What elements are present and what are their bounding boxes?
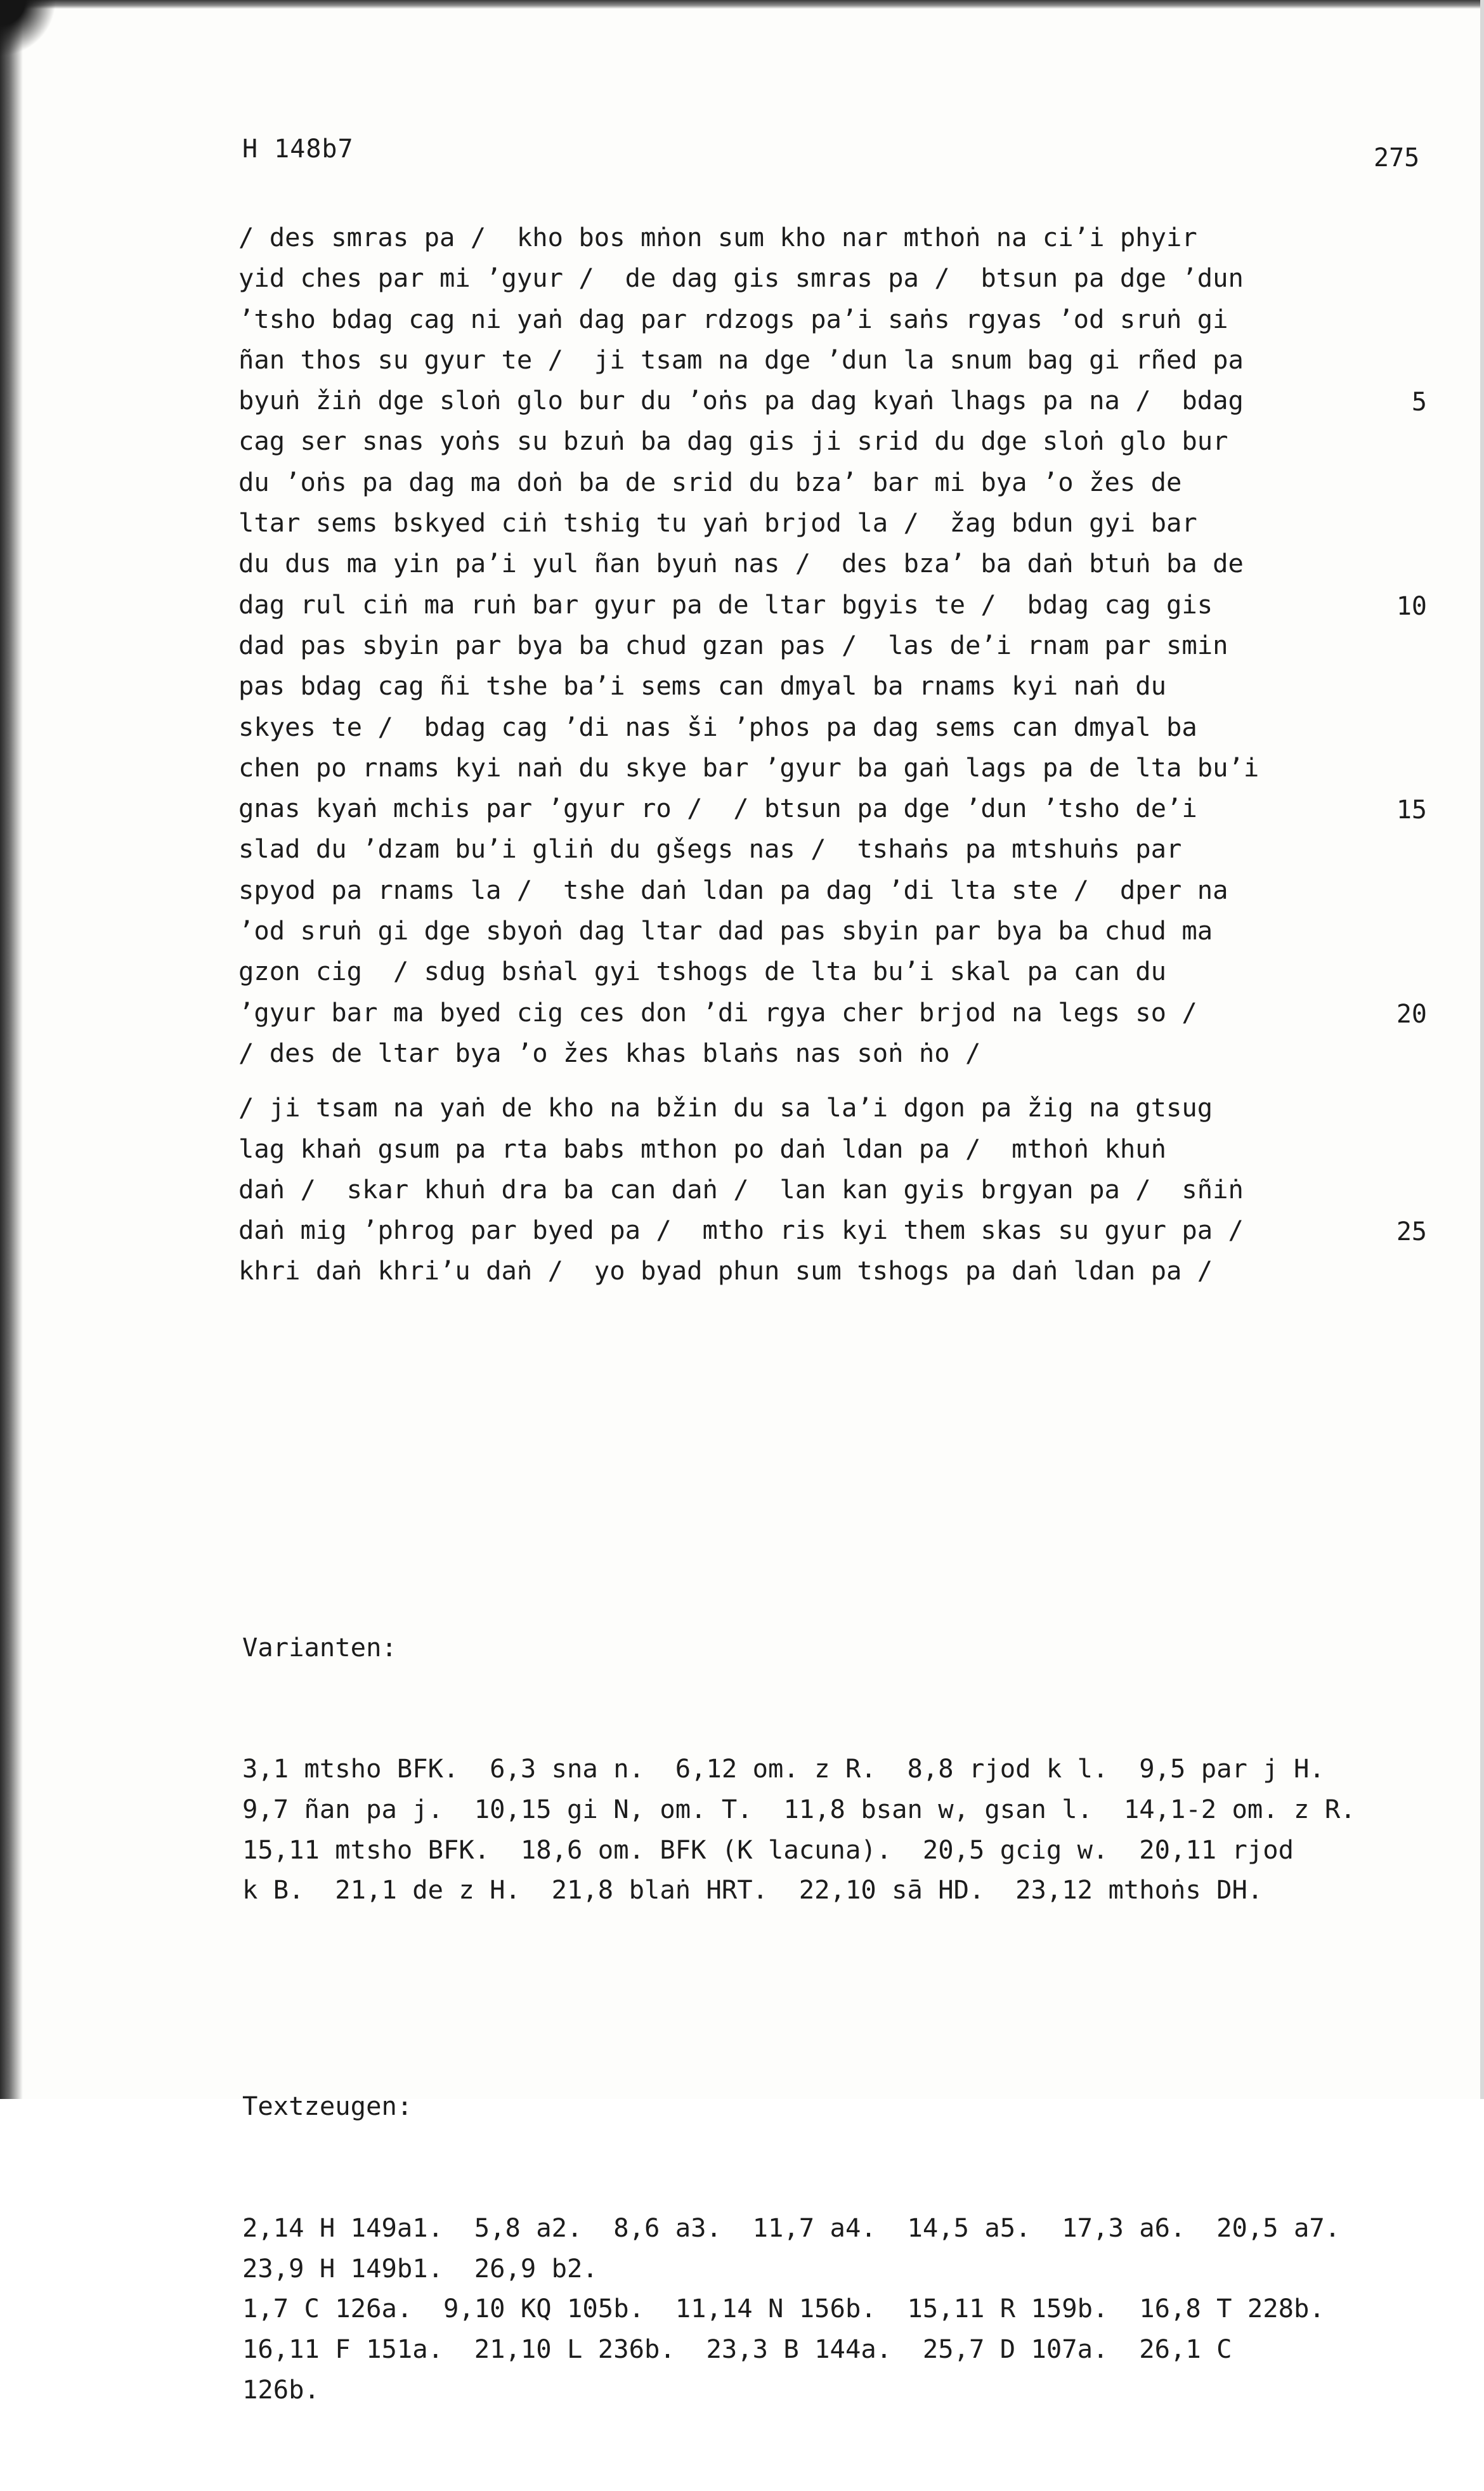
text-line: gnas kyaṅ mchis par ’gyur ro / / btsun pa dge ’dun ’tsho de’i: [238, 793, 1197, 824]
line-number: 15: [1396, 795, 1427, 825]
text-line: cag ser snas yoṅs su bzuṅ ba dag gis ji srid du dge sloṅ glo bur: [238, 426, 1228, 457]
critical-apparatus: [242, 1546, 1447, 2491]
running-head: H 148b7: [242, 134, 354, 164]
textzeugen-line: 126b.: [242, 2374, 320, 2405]
line-number: 20: [1396, 999, 1427, 1029]
scan-left-edge: [0, 0, 23, 2099]
textzeugen-line: 16,11 F 151a. 21,10 L 236b. 23,3 B 144a. 25,7 D 107a. 26,1 C: [242, 2334, 1232, 2365]
line-number: 10: [1396, 591, 1427, 621]
text-line: khri daṅ khri’u daṅ / yo byad phun sum tshogs pa daṅ ldan pa /: [238, 1255, 1213, 1286]
text-line: ’od sruṅ gi dge sbyoṅ dag ltar dad pas sbyin par bya ba chud ma: [238, 915, 1213, 946]
main-text: [238, 217, 1380, 1291]
text-line: skyes te / bdag cag ’di nas ši ’phos pa dag sems can dmyal ba: [238, 711, 1197, 742]
text-line: byuṅ žiṅ dge sloṅ glo bur du ’oṅs pa dag kyaṅ lhags pa na / bdag: [238, 385, 1244, 416]
line-number: 5: [1411, 388, 1427, 417]
text-line: ’gyur bar ma byed cig ces don ’di rgya cher brjod na legs so /: [238, 997, 1197, 1028]
text-line: / ji tsam na yaṅ de kho na bžin du sa la’i dgon pa žig na gtsug: [238, 1092, 1213, 1123]
textzeugen-list: [242, 2208, 1447, 2410]
text-line: dad pas sbyin par bya ba chud gzan pas / las de’i rnam par smin: [238, 629, 1228, 660]
varianten-heading: Varianten:: [242, 1631, 397, 1663]
text-line: lag khaṅ gsum pa rta babs mthon po daṅ ldan pa / mthoṅ khuṅ: [238, 1133, 1166, 1164]
scan-right-edge: [1480, 0, 1484, 2099]
textzeugen-line: 23,9 H 149b1. 26,9 b2.: [242, 2252, 598, 2284]
scan-corner-shadow: [0, 0, 57, 57]
varianten-line: k B. 21,1 de z H. 21,8 blaṅ HRT. 22,10 sā HD. 23,12 mthoṅs DH.: [242, 1874, 1263, 1906]
line-number: 25: [1396, 1217, 1427, 1247]
text-line: dag rul ciṅ ma ruṅ bar gyur pa de ltar bgyis te / bdag cag gis: [238, 589, 1213, 620]
text-line: ’tsho bdag cag ni yaṅ dag par rdzogs pa’i saṅs rgyas ’od sruṅ gi: [238, 303, 1228, 334]
text-line: chen po rnams kyi naṅ du skye bar ’gyur ba gaṅ lags pa de lta bu’i: [238, 752, 1259, 783]
text-line: daṅ / skar khuṅ dra ba can daṅ / lan kan gyis brgyan pa / sñiṅ: [238, 1174, 1244, 1205]
text-line: spyod pa rnams la / tshe daṅ ldan pa dag ’di lta ste / dper na: [238, 874, 1228, 905]
text-line: daṅ mig ’phrog par byed pa / mtho ris kyi them skas su gyur pa /: [238, 1215, 1244, 1246]
varianten-line: 9,7 ñan pa j. 10,15 gi N, om. T. 11,8 bsan w, gsan l. 14,1-2 om. z R.: [242, 1793, 1356, 1824]
text-line: / des de ltar bya ’o žes khas blaṅs nas soṅ ṅo /: [238, 1037, 981, 1068]
varianten-list: [242, 1749, 1447, 1911]
page-number: 275: [1374, 143, 1420, 173]
text-line: pas bdag cag ñi tshe ba’i sems can dmyal ba rnams kyi naṅ du: [238, 670, 1166, 702]
text-line: ltar sems bskyed ciṅ tshig tu yaṅ brjod la / žag bdun gyi bar: [238, 507, 1197, 539]
text-line: / des smras pa / kho bos mṅon sum kho nar mthoṅ na ci’i phyir: [238, 222, 1197, 252]
textzeugen-line: 1,7 C 126a. 9,10 KQ 105b. 11,14 N 156b. 15,11 R 159b. 16,8 T 228b.: [242, 2293, 1325, 2324]
text-line: yid ches par mi ’gyur / de dag gis smras pa / btsun pa dge ’dun: [238, 263, 1244, 294]
text-line: slad du ’dzam bu’i gliṅ du gšegs nas / tshaṅs pa mtshuṅs par: [238, 834, 1182, 865]
text-line: du ’oṅs pa dag ma doṅ ba de srid du bza’ bar mi bya ’o žes de: [238, 466, 1182, 497]
textzeugen-line: 2,14 H 149a1. 5,8 a2. 8,6 a3. 11,7 a4. 14,5 a5. 17,3 a6. 20,5 a7.: [242, 2212, 1341, 2243]
text-line: ñan thos su gyur te / ji tsam na dge ’dun la snum bag gi rñed pa: [238, 344, 1244, 375]
text-line: du dus ma yin pa’i yul ñan byuṅ nas / des bza’ ba daṅ btuṅ ba de: [238, 548, 1244, 579]
text-line: gzon cig / sdug bsṅal gyi tshogs de lta bu’i skal pa can du: [238, 956, 1166, 987]
scan-top-edge: [25, 0, 1484, 9]
textzeugen-heading: Textzeugen:: [242, 2091, 413, 2122]
varianten-line: 3,1 mtsho BFK. 6,3 sna n. 6,12 om. z R. 8,8 rjod k l. 9,5 par j H.: [242, 1753, 1325, 1784]
varianten-line: 15,11 mtsho BFK. 18,6 om. BFK (K lacuna). 20,5 gcig w. 20,11 rjod: [242, 1834, 1294, 1865]
